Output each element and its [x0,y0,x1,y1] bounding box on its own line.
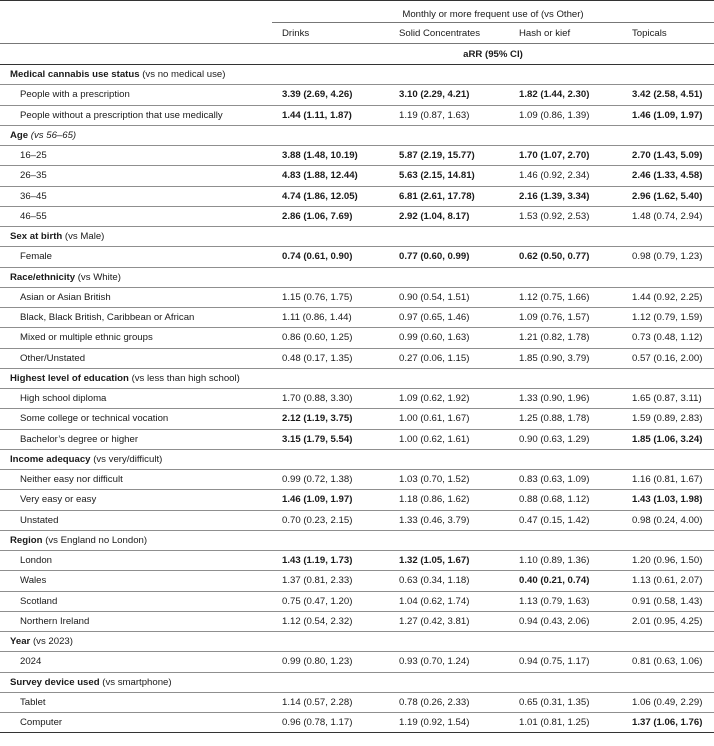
cell-hash-or-kief: 0.83 (0.63, 1.09) [509,470,622,490]
cell-solid-concentrates: 1.32 (1.05, 1.67) [389,551,509,571]
section-title-text: Sex at birth [10,231,63,243]
section-header-row [0,368,714,388]
cell-drinks: 0.74 (0.61, 0.90) [272,247,389,267]
table-row [0,166,714,186]
table-row [0,328,714,348]
cell-topicals: 2.46 (1.33, 4.58) [622,166,714,186]
table-row [0,470,714,490]
cell-topicals: 1.20 (0.96, 1.50) [622,551,714,571]
cell-solid-concentrates: 0.93 (0.70, 1.24) [389,652,509,672]
cell-hash-or-kief: 0.94 (0.43, 2.06) [509,611,622,631]
table-row [0,713,714,733]
cell-solid-concentrates: 1.19 (0.87, 1.63) [389,105,509,125]
cell-topicals: 1.06 (0.49, 2.29) [622,692,714,712]
table-row [0,247,714,267]
table-row [0,287,714,307]
cell-hash-or-kief: 0.40 (0.21, 0.74) [509,571,622,591]
cell-hash-or-kief: 0.47 (0.15, 1.42) [509,510,622,530]
table-row [0,551,714,571]
column-header-row [0,23,714,44]
cell-topicals: 1.37 (1.06, 1.76) [622,713,714,733]
cell-hash-or-kief: 1.01 (0.81, 1.25) [509,713,622,733]
section-reference: (vs England no London) [45,534,148,546]
cell-topicals: 0.81 (0.63, 1.06) [622,652,714,672]
section-header-row [0,632,714,652]
table-row [0,692,714,712]
table-body [0,65,714,733]
section-title [0,632,714,652]
cell-hash-or-kief: 1.25 (0.88, 1.78) [509,409,622,429]
cell-drinks: 0.86 (0.60, 1.25) [272,328,389,348]
cell-hash-or-kief: 1.12 (0.75, 1.66) [509,287,622,307]
cell-drinks: 1.43 (1.19, 1.73) [272,551,389,571]
section-reference: (vs less than high school) [131,372,240,384]
row-label: Tablet [0,692,272,712]
cell-solid-concentrates: 0.77 (0.60, 0.99) [389,247,509,267]
row-label: 46–55 [0,206,272,226]
section-title-text: Region [10,534,43,546]
cell-topicals: 0.98 (0.24, 4.00) [622,510,714,530]
cell-hash-or-kief: 0.65 (0.31, 1.35) [509,692,622,712]
cell-hash-or-kief: 1.09 (0.76, 1.57) [509,308,622,328]
cell-drinks: 0.70 (0.23, 2.15) [272,510,389,530]
row-label: Other/Unstated [0,348,272,368]
cell-topicals: 1.48 (0.74, 2.94) [622,206,714,226]
section-reference: (vs Male) [64,231,105,243]
cell-hash-or-kief: 2.16 (1.39, 3.34) [509,186,622,206]
cell-topicals: 2.96 (1.62, 5.40) [622,186,714,206]
table-row [0,105,714,125]
table-row [0,409,714,429]
row-label: Very easy or easy [0,490,272,510]
section-title [0,672,714,692]
section-title [0,227,714,247]
cell-topicals: 1.85 (1.06, 3.24) [622,429,714,449]
table-row [0,186,714,206]
row-label: Northern Ireland [0,611,272,631]
row-label: Bachelor’s degree or higher [0,429,272,449]
cell-solid-concentrates: 3.10 (2.29, 4.21) [389,85,509,105]
section-title-text: Medical cannabis use status [10,69,140,81]
table-row [0,348,714,368]
row-label: Black, Black British, Caribbean or African [0,308,272,328]
section-header-row [0,449,714,469]
cell-topicals: 2.70 (1.43, 5.09) [622,146,714,166]
row-label: Wales [0,571,272,591]
cell-hash-or-kief: 1.33 (0.90, 1.96) [509,389,622,409]
cell-hash-or-kief: 1.70 (1.07, 2.70) [509,146,622,166]
cell-topicals: 2.01 (0.95, 4.25) [622,611,714,631]
cell-solid-concentrates: 1.00 (0.61, 1.67) [389,409,509,429]
section-header-row [0,530,714,550]
section-reference: (vs White) [77,271,121,283]
section-title [0,125,714,145]
cell-topicals: 1.43 (1.03, 1.98) [622,490,714,510]
column-header-drinks: Drinks [282,27,310,39]
row-label: People without a prescription that use medically [0,105,272,125]
table-row [0,510,714,530]
column-header-solid-concentrates: Solid Concentrates [399,27,481,39]
cell-drinks: 4.83 (1.88, 12.44) [272,166,389,186]
row-label: Mixed or multiple ethnic groups [0,328,272,348]
row-label: Scotland [0,591,272,611]
cell-solid-concentrates: 6.81 (2.61, 17.78) [389,186,509,206]
cell-solid-concentrates: 1.27 (0.42, 3.81) [389,611,509,631]
cell-drinks: 0.96 (0.78, 1.17) [272,713,389,733]
row-label: London [0,551,272,571]
section-title-text: Race/ethnicity [10,271,76,283]
cell-hash-or-kief: 1.82 (1.44, 2.30) [509,85,622,105]
spanning-header-row [0,6,714,23]
section-header-row [0,65,714,85]
cell-topicals: 1.12 (0.79, 1.59) [622,308,714,328]
cell-solid-concentrates: 1.03 (0.70, 1.52) [389,470,509,490]
cell-solid-concentrates: 0.99 (0.60, 1.63) [389,328,509,348]
cell-hash-or-kief: 0.94 (0.75, 1.17) [509,652,622,672]
column-header-topicals: Topicals [632,27,667,39]
cell-hash-or-kief: 1.53 (0.92, 2.53) [509,206,622,226]
section-title-text: Survey device used [10,676,100,688]
section-title-text: Year [10,636,31,648]
cell-topicals: 0.91 (0.58, 1.43) [622,591,714,611]
cell-drinks: 0.99 (0.72, 1.38) [272,470,389,490]
cell-solid-concentrates: 0.90 (0.54, 1.51) [389,287,509,307]
cell-solid-concentrates: 0.27 (0.06, 1.15) [389,348,509,368]
table-row [0,571,714,591]
table-row [0,591,714,611]
cell-solid-concentrates: 2.92 (1.04, 8.17) [389,206,509,226]
section-header-row [0,672,714,692]
cell-drinks: 3.88 (1.48, 10.19) [272,146,389,166]
section-reference: (vs 56–65) [30,129,77,141]
cell-topicals: 3.42 (2.58, 4.51) [622,85,714,105]
cell-hash-or-kief: 1.09 (0.86, 1.39) [509,105,622,125]
section-header-row [0,267,714,287]
table-row [0,429,714,449]
cell-drinks: 1.37 (0.81, 2.33) [272,571,389,591]
row-label: People with a prescription [0,85,272,105]
cell-drinks: 4.74 (1.86, 12.05) [272,186,389,206]
table-row [0,308,714,328]
cell-drinks: 1.44 (1.11, 1.87) [272,105,389,125]
cell-hash-or-kief: 1.85 (0.90, 3.79) [509,348,622,368]
section-reference: (vs very/difficult) [93,453,163,465]
column-header-hash-or-kief: Hash or kief [519,27,571,39]
cell-hash-or-kief: 0.90 (0.63, 1.29) [509,429,622,449]
table-row [0,85,714,105]
cell-drinks: 1.15 (0.76, 1.75) [272,287,389,307]
cell-solid-concentrates: 0.78 (0.26, 2.33) [389,692,509,712]
section-title [0,530,714,550]
cell-topicals: 1.46 (1.09, 1.97) [622,105,714,125]
row-label: Asian or Asian British [0,287,272,307]
cell-hash-or-kief: 0.88 (0.68, 1.12) [509,490,622,510]
section-title-text: Income adequacy [10,453,91,465]
cell-topicals: 1.59 (0.89, 2.83) [622,409,714,429]
row-label: 2024 [0,652,272,672]
cell-drinks: 2.12 (1.19, 3.75) [272,409,389,429]
cell-solid-concentrates: 5.87 (2.19, 15.77) [389,146,509,166]
cell-solid-concentrates: 0.63 (0.34, 1.18) [389,571,509,591]
row-label: High school diploma [0,389,272,409]
section-header-row [0,227,714,247]
section-title [0,368,714,388]
cell-topicals: 1.13 (0.61, 2.07) [622,571,714,591]
cell-drinks: 3.39 (2.69, 4.26) [272,85,389,105]
cell-drinks: 0.75 (0.47, 1.20) [272,591,389,611]
measure-header-row [0,44,714,65]
cell-solid-concentrates: 1.18 (0.86, 1.62) [389,490,509,510]
cell-drinks: 3.15 (1.79, 5.54) [272,429,389,449]
cell-drinks: 1.11 (0.86, 1.44) [272,308,389,328]
table-row [0,611,714,631]
section-title [0,65,714,85]
cell-drinks: 1.46 (1.09, 1.97) [272,490,389,510]
row-label: Some college or technical vocation [0,409,272,429]
cell-solid-concentrates: 1.33 (0.46, 3.79) [389,510,509,530]
cell-solid-concentrates: 1.04 (0.62, 1.74) [389,591,509,611]
table-row [0,146,714,166]
cell-solid-concentrates: 1.09 (0.62, 1.92) [389,389,509,409]
cell-hash-or-kief: 1.21 (0.82, 1.78) [509,328,622,348]
cell-solid-concentrates: 5.63 (2.15, 14.81) [389,166,509,186]
cell-hash-or-kief: 0.62 (0.50, 0.77) [509,247,622,267]
row-label: Unstated [0,510,272,530]
measure-header: aRR (95% CI) [272,44,714,65]
table-row [0,652,714,672]
cell-drinks: 1.14 (0.57, 2.28) [272,692,389,712]
cell-topicals: 0.73 (0.48, 1.12) [622,328,714,348]
table-row [0,206,714,226]
row-label: 26–35 [0,166,272,186]
row-label: 16–25 [0,146,272,166]
cell-topicals: 1.16 (0.81, 1.67) [622,470,714,490]
cell-solid-concentrates: 1.00 (0.62, 1.61) [389,429,509,449]
table-row [0,389,714,409]
section-reference: (vs smartphone) [102,676,172,688]
cell-solid-concentrates: 0.97 (0.65, 1.46) [389,308,509,328]
row-label: Neither easy nor difficult [0,470,272,490]
section-reference: (vs 2023) [32,636,73,648]
cell-topicals: 0.57 (0.16, 2.00) [622,348,714,368]
spanning-header: Monthly or more frequent use of (vs Other) [272,6,714,23]
cell-solid-concentrates: 1.19 (0.92, 1.54) [389,713,509,733]
cell-drinks: 0.99 (0.80, 1.23) [272,652,389,672]
section-title [0,267,714,287]
cell-topicals: 0.98 (0.79, 1.23) [622,247,714,267]
row-label: 36–45 [0,186,272,206]
section-title-text: Age [10,129,29,141]
section-title-text: Highest level of education [10,372,129,384]
cell-topicals: 1.44 (0.92, 2.25) [622,287,714,307]
section-title [0,449,714,469]
cell-drinks: 1.12 (0.54, 2.32) [272,611,389,631]
cell-hash-or-kief: 1.13 (0.79, 1.63) [509,591,622,611]
row-label: Computer [0,713,272,733]
row-label: Female [0,247,272,267]
cell-topicals: 1.65 (0.87, 3.11) [622,389,714,409]
cell-hash-or-kief: 1.10 (0.89, 1.36) [509,551,622,571]
cell-drinks: 1.70 (0.88, 3.30) [272,389,389,409]
cell-hash-or-kief: 1.46 (0.92, 2.34) [509,166,622,186]
section-header-row [0,125,714,145]
cell-drinks: 0.48 (0.17, 1.35) [272,348,389,368]
section-reference: (vs no medical use) [142,69,226,81]
cell-drinks: 2.86 (1.06, 7.69) [272,206,389,226]
table-row [0,490,714,510]
